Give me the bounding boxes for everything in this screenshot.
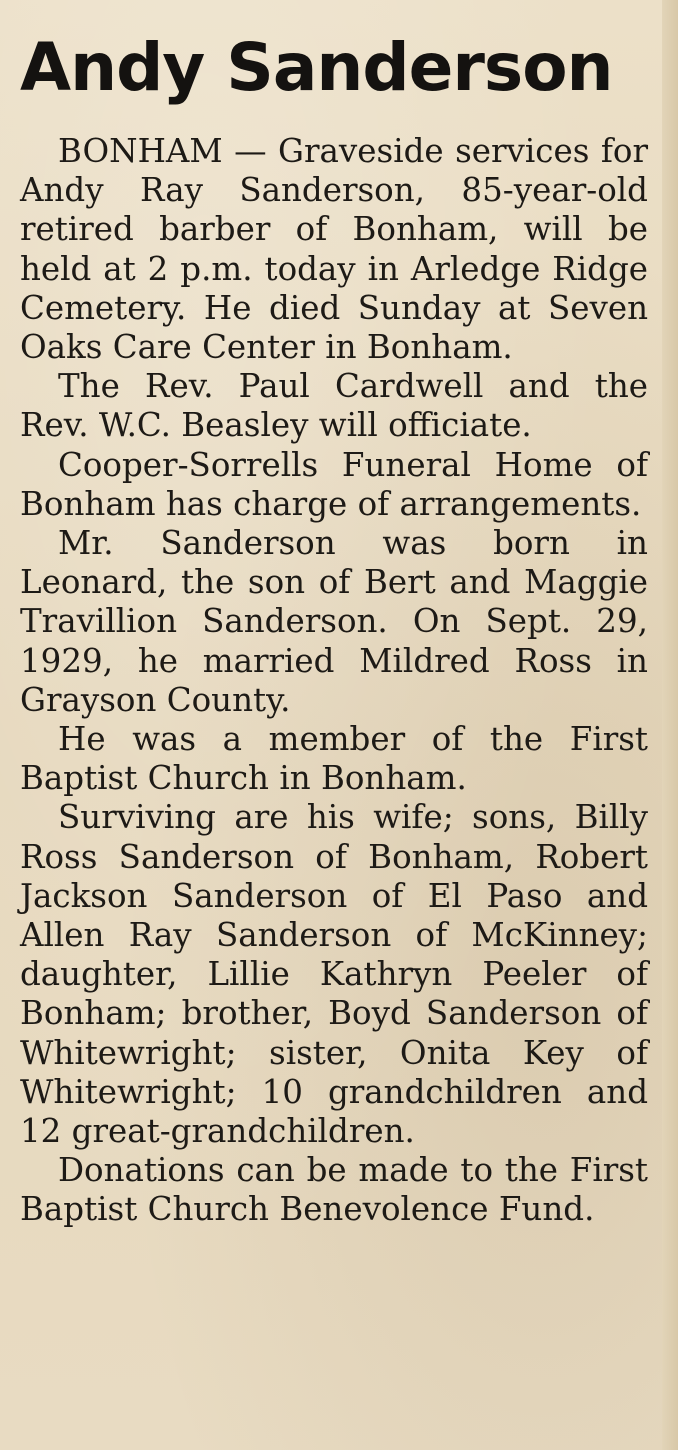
paper-edge	[662, 0, 678, 1450]
paragraph-biography: Mr. Sanderson was born in Leonard, the son of Bert and Maggie Travillion Sanderson. On Sept. 29, 1929, he married Mildred Ross in Grayson County.	[20, 524, 648, 719]
paragraph-survivors: Surviving are his wife; sons, Billy Ross Sanderson of Bonham, Robert Jackson Sanderson of El Paso and Allen Ray Sanderson of McKinney; daughter, Lillie Kathryn Peeler of Bonham; brother, Boyd Sanderson of Whitewright; sister, Onita Key of Whitewright; 10 grandchildren and 12 great-grandchildren.	[20, 798, 648, 1151]
obituary-headline: Andy Sanderson	[20, 29, 613, 106]
paragraph-church: He was a member of the First Baptist Church in Bonham.	[20, 720, 648, 798]
obituary-body	[20, 132, 648, 1230]
paragraph-officiants: The Rev. Paul Cardwell and the Rev. W.C. Beasley will officiate.	[20, 367, 648, 445]
paragraph-donations: Donations can be made to the First Baptist Church Benevolence Fund.	[20, 1151, 648, 1229]
paragraph-funeral-home: Cooper-Sorrells Funeral Home of Bonham has charge of arrangements.	[20, 445, 648, 523]
paragraph-services: BONHAM — Graveside services for Andy Ray Sanderson, 85-year-old retired barber of Bonham, will be held at 2 p.m. today in Arledge Ridge Cemetery. He died Sunday at Seven Oaks Care Center in Bonham.	[20, 132, 648, 367]
